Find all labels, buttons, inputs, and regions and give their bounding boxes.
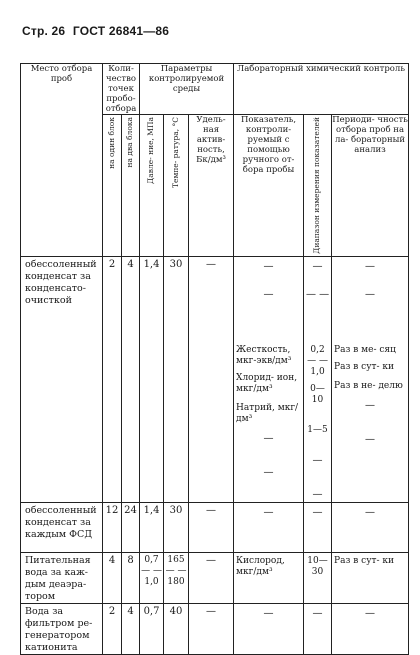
cell-place: обессоленный конденсат за каждым ФСД: [21, 502, 103, 552]
col-per-one-block-header: на один блок: [103, 115, 122, 257]
cell-n2: 4: [122, 603, 140, 654]
col-points-group-header: Коли- чество точек пробо- отбора: [103, 64, 140, 115]
range-line: —: [312, 607, 323, 619]
indicator-line: —: [263, 607, 274, 619]
indicator-line: —: [263, 260, 274, 272]
cell-pressure: 1,4: [140, 502, 164, 552]
indicator-line: —: [263, 466, 274, 478]
standard-code: ГОСТ 26841—86: [72, 24, 170, 38]
table-row: [21, 256, 409, 502]
cell-n1: 4: [103, 552, 122, 603]
cell-pressure: 0,7— —1,0: [140, 552, 164, 603]
range-line: —: [312, 488, 323, 500]
cell-periodicity: [332, 552, 409, 603]
cell-activity: —: [189, 256, 234, 502]
cell-n1: 2: [103, 603, 122, 654]
range-line: —: [312, 506, 323, 518]
periodicity-line: —: [365, 506, 376, 518]
cell-range: [304, 552, 332, 603]
indicator-line: Кислород, мкг/дм³: [236, 555, 285, 577]
range-line: 0,2— —1,0: [307, 344, 328, 377]
range-line: 1—5: [307, 424, 328, 435]
cell-temperature: 40: [164, 603, 189, 654]
col-indicator-header: Показатель, контроли- руемый с помощью ручного от- бора пробы: [234, 115, 304, 257]
indicator-line: —: [263, 288, 274, 300]
cell-pressure: 0,7: [140, 603, 164, 654]
cell-activity: —: [189, 603, 234, 654]
periodicity-line: Раз в ме- сяц: [334, 344, 396, 355]
page-header: [22, 24, 173, 38]
range-line: — —: [305, 288, 330, 300]
header-row-1: [21, 64, 409, 115]
indicator-line: Хлорид- ион, мкг/дм³: [236, 372, 298, 394]
indicator-line: —: [263, 506, 274, 518]
col-activity-header: Удель- ная актив- ность, Бк/дм³: [189, 115, 234, 257]
col-periodicity-header: Периоди- чность отбора проб на ла- бораторный анализ: [332, 115, 409, 257]
cell-place: обессоленный конденсат за конденсато- очисткой: [21, 256, 103, 502]
page-number: Стр. 26: [22, 24, 66, 38]
periodicity-line: Раз в сут- ки: [334, 555, 394, 566]
col-per-two-blocks-header: на два блока: [122, 115, 140, 257]
cell-periodicity: [332, 603, 409, 654]
cell-range: [304, 502, 332, 552]
cell-activity: —: [189, 552, 234, 603]
cell-activity: —: [189, 502, 234, 552]
cell-range: [304, 256, 332, 502]
col-params-group-header: Параметры контролируемой среды: [140, 64, 234, 115]
cell-temperature: 30: [164, 256, 189, 502]
cell-pressure: 1,4: [140, 256, 164, 502]
col-lab-group-header: Лабораторный химический контроль: [234, 64, 409, 115]
cell-temperature: 165— —180: [164, 552, 189, 603]
cell-indicator: [234, 552, 304, 603]
cell-place: Питательная вода за каж- дым деаэра- тором: [21, 552, 103, 603]
cell-n2: 4: [122, 256, 140, 502]
cell-temperature: 30: [164, 502, 189, 552]
col-place-header: Место отбора проб: [21, 64, 103, 257]
periodicity-line: —: [365, 607, 376, 619]
indicator-line: Натрий, мкг/дм³: [236, 402, 299, 424]
table-row: [21, 552, 409, 603]
cell-periodicity: [332, 502, 409, 552]
cell-indicator: [234, 256, 304, 502]
col-pressure-header: Давле- ние, МПа: [140, 115, 164, 257]
range-line: 0—10: [310, 383, 325, 405]
cell-n2: 8: [122, 552, 140, 603]
table-row: [21, 603, 409, 654]
cell-n1: 12: [103, 502, 122, 552]
cell-n1: 2: [103, 256, 122, 502]
periodicity-line: Раз в не- делю: [334, 380, 403, 391]
periodicity-line: —: [365, 260, 376, 272]
col-temperature-header: Темпе- ратура, °С: [164, 115, 189, 257]
table-row: [21, 502, 409, 552]
cell-periodicity: [332, 256, 409, 502]
periodicity-line: —: [365, 433, 376, 445]
cell-n2: 24: [122, 502, 140, 552]
sampling-table: [20, 63, 409, 655]
periodicity-line: Раз в сут- ки: [334, 361, 394, 372]
cell-range: [304, 603, 332, 654]
periodicity-line: —: [365, 399, 376, 411]
range-line: 10—30: [307, 555, 328, 577]
indicator-line: Жесткость, мкг-экв/дм³: [236, 344, 292, 366]
range-line: —: [312, 260, 323, 272]
periodicity-line: —: [365, 288, 376, 300]
col-range-header: Диапазон измерения показателей: [304, 115, 332, 257]
cell-indicator: [234, 603, 304, 654]
cell-place: Вода за фильтром ре- генератором катионита: [21, 603, 103, 654]
cell-indicator: [234, 502, 304, 552]
range-line: —: [312, 454, 323, 466]
indicator-line: —: [263, 432, 274, 444]
